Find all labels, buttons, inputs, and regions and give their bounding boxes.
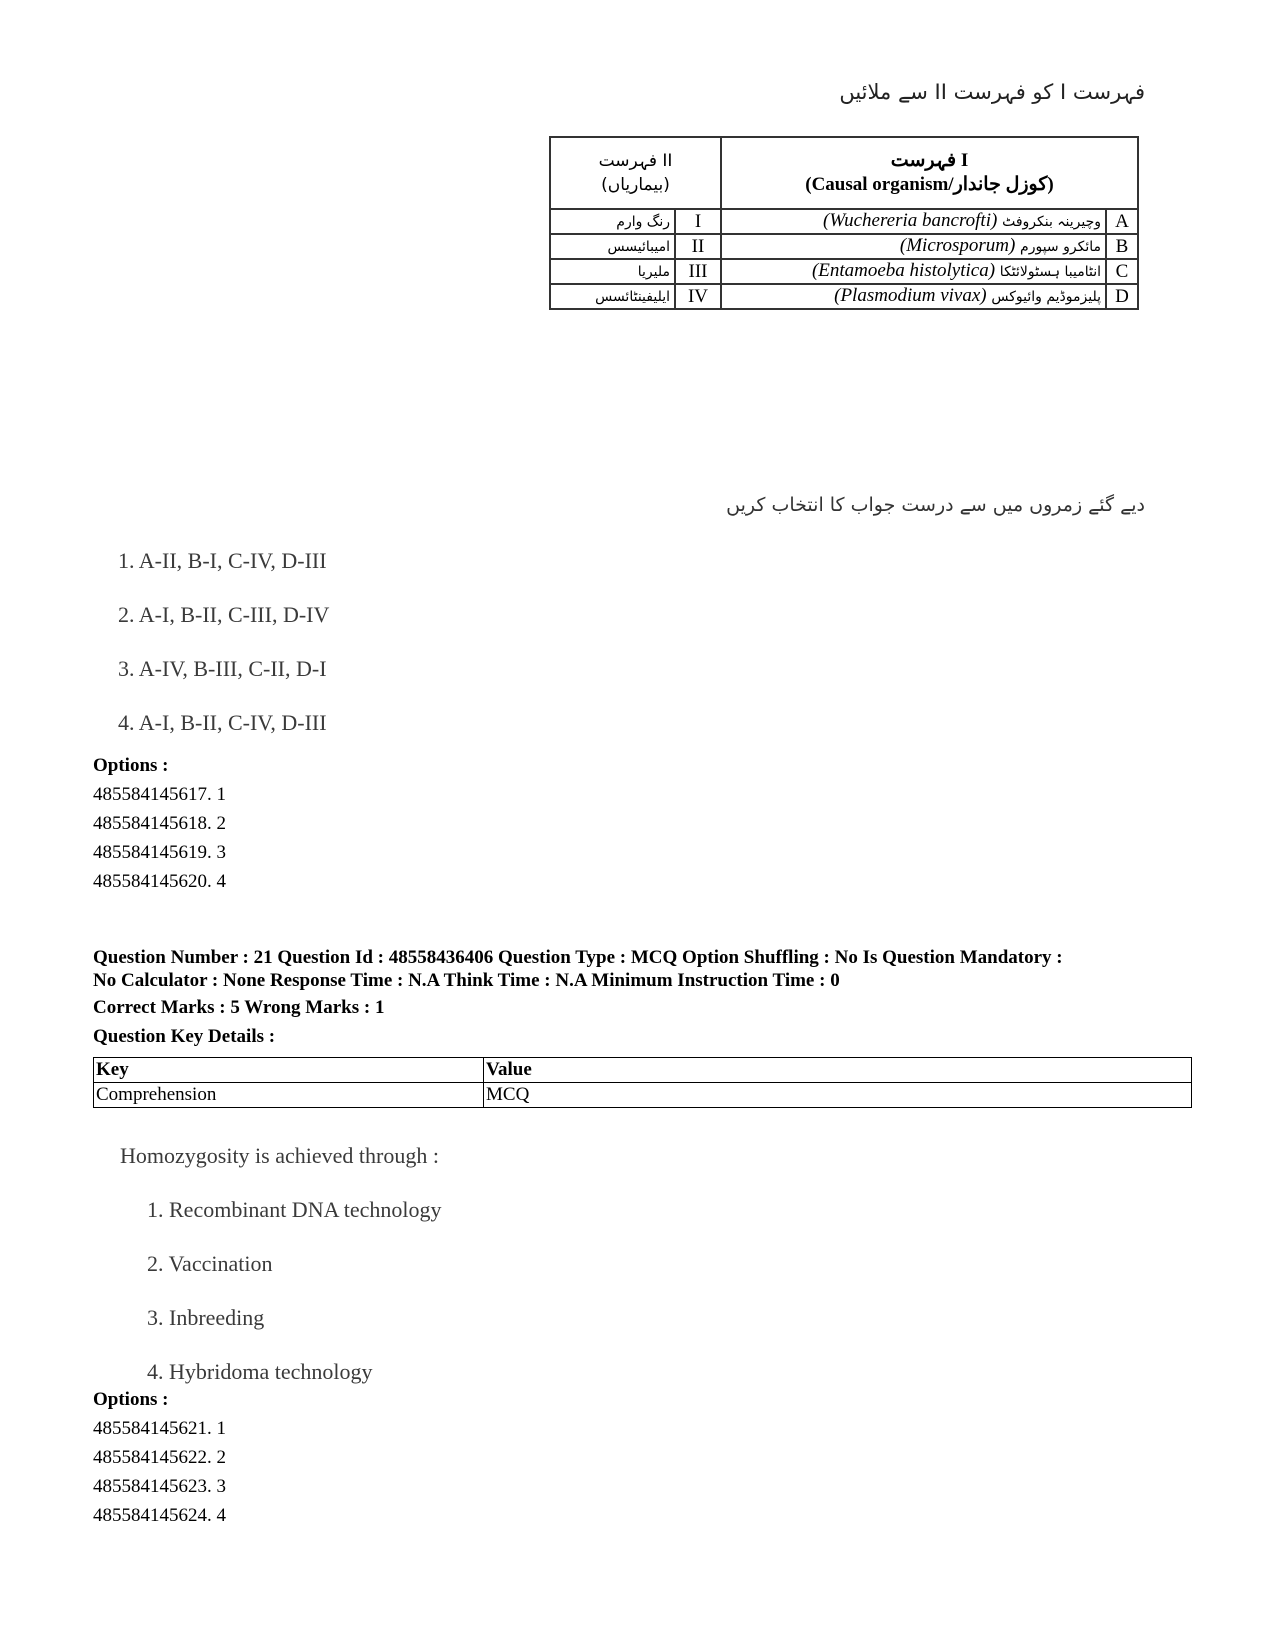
- organism-name: (Plasmodium vivax): [834, 285, 987, 306]
- answer-choice: 3. A-IV, B-III, C-II, D-I: [118, 656, 327, 681]
- match-row: [550, 234, 1138, 259]
- match-row: [550, 259, 1138, 284]
- key-cell: Comprehension: [94, 1083, 484, 1108]
- organism-urdu: مائکرو سپورم: [1020, 239, 1101, 255]
- value-cell: MCQ: [484, 1083, 1192, 1108]
- organism-urdu: انٹامیبا ہسٹولائٹکا: [999, 264, 1101, 280]
- answer-list: [147, 1197, 442, 1413]
- answer-choice: 3. Inbreeding: [147, 1305, 265, 1330]
- organism-urdu: پلیزموڈیم وائیوکس: [991, 289, 1101, 305]
- option-item: 485584145620. 4: [93, 871, 226, 892]
- organism-cell: [721, 234, 1106, 259]
- choose-instruction: دیے گئے زمروں میں سے درست جواب کا انتخاب کریں: [726, 494, 1145, 516]
- table-row: [94, 1083, 1192, 1108]
- organism-name: (Wuchereria bancrofti): [823, 210, 998, 231]
- option-item: 485584145617. 1: [93, 784, 226, 805]
- organism-name: (Microsporum): [899, 235, 1016, 256]
- answer-choice: 2. Vaccination: [147, 1251, 273, 1276]
- match-row: [550, 209, 1138, 234]
- list2-title: فہرست II: [598, 151, 673, 171]
- options-label: Options :: [93, 1389, 169, 1410]
- letter-cell: A: [1106, 209, 1138, 234]
- disease-cell: امیبائیسس: [550, 234, 675, 259]
- list1-subtitle: (Causal organism/کوزل جاندار): [805, 174, 1054, 195]
- option-item: 485584145624. 4: [93, 1505, 226, 1526]
- question-text: Homozygosity is achieved through :: [120, 1143, 439, 1168]
- list1-header: [721, 137, 1138, 209]
- key-header: Key: [94, 1058, 484, 1083]
- roman-cell: IV: [675, 284, 721, 309]
- question-meta-line: Question Number : 21 Question Id : 48558436406 Question Type : MCQ Option Shuffling : No Is Question Mandatory :: [93, 947, 1063, 968]
- option-item: 485584145619. 3: [93, 842, 226, 863]
- key-table-header: [94, 1058, 1192, 1083]
- answer-choice: 1. Recombinant DNA technology: [147, 1197, 442, 1222]
- list2-subtitle: (بیماریاں): [601, 175, 670, 195]
- disease-cell: ملیریا: [550, 259, 675, 284]
- option-item: 485584145618. 2: [93, 813, 226, 834]
- organism-cell: [721, 209, 1106, 234]
- match-heading: فہرست I کو فہرست II سے ملائیں: [839, 80, 1145, 104]
- letter-cell: B: [1106, 234, 1138, 259]
- roman-cell: I: [675, 209, 721, 234]
- key-details-label: Question Key Details :: [93, 1026, 276, 1047]
- roman-cell: III: [675, 259, 721, 284]
- answer-choice: 1. A-II, B-I, C-IV, D-III: [118, 548, 327, 573]
- question-meta: [93, 946, 1193, 992]
- disease-cell: رنگ وارم: [550, 209, 675, 234]
- question-marks: Correct Marks : 5 Wrong Marks : 1: [93, 997, 385, 1018]
- options-label: Options :: [93, 755, 169, 776]
- roman-cell: II: [675, 234, 721, 259]
- disease-cell: ایلیفینٹائسس: [550, 284, 675, 309]
- answer-choice: 4. A-I, B-II, C-IV, D-III: [118, 710, 327, 735]
- options-block: [93, 751, 226, 896]
- letter-cell: D: [1106, 284, 1138, 309]
- answer-list: [118, 548, 329, 764]
- list2-header: [550, 137, 721, 209]
- match-row: [550, 284, 1138, 309]
- list1-title: فہرست I: [890, 150, 969, 171]
- organism-urdu: وچیرینہ بنکروفٹ: [1002, 214, 1101, 230]
- answer-choice: 2. A-I, B-II, C-III, D-IV: [118, 602, 330, 627]
- options-block: [93, 1385, 226, 1530]
- answer-choice: 4. Hybridoma technology: [147, 1359, 373, 1384]
- option-item: 485584145621. 1: [93, 1418, 226, 1439]
- question-meta-line: No Calculator : None Response Time : N.A Think Time : N.A Minimum Instruction Time : 0: [93, 970, 840, 991]
- organism-cell: [721, 284, 1106, 309]
- match-table-header: [550, 137, 1138, 209]
- key-details-table: [93, 1057, 1192, 1108]
- option-item: 485584145622. 2: [93, 1447, 226, 1468]
- option-item: 485584145623. 3: [93, 1476, 226, 1497]
- match-table: [549, 136, 1139, 310]
- letter-cell: C: [1106, 259, 1138, 284]
- value-header: Value: [484, 1058, 1192, 1083]
- organism-cell: [721, 259, 1106, 284]
- organism-name: (Entamoeba histolytica): [811, 260, 996, 281]
